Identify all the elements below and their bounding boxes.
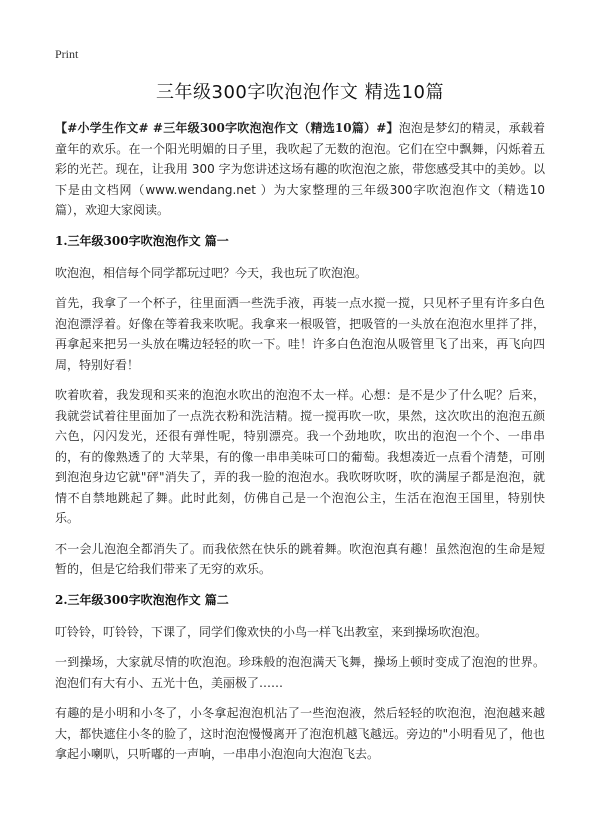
print-label[interactable]: Print <box>55 47 79 61</box>
intro-paragraph <box>55 118 545 221</box>
section-2-paragraph-1: 叮铃铃，叮铃铃，下课了，同学们像欢快的小鸟一样飞出教室，来到操场吹泡泡。 <box>55 624 488 639</box>
section-1-paragraph-1: 吹泡泡，相信每个同学都玩过吧？今天，我也玩了吹泡泡。 <box>55 265 368 280</box>
section-heading-1: 1.三年级300字吹泡泡作文 篇一 <box>55 233 229 248</box>
intro-text: 泡泡是梦幻的精灵，承载着童年的欢乐。在一个阳光明媚的日子里，我吹起了无数的泡泡。它们在空中飘舞，闪烁着五彩的光芒。现在，让我用 300 字为您讲述这场有趣的吹泡泡之旅，带您感受其中的美妙。以下是由文档网（www.wendang.net ）为大家整理的三年级300字吹泡泡作文（精选10篇），欢迎大家阅读。 <box>55 121 545 217</box>
intro-tag-line: 【#小学生作文# #三年级300字吹泡泡作文（精选10篇）#】 <box>55 121 399 135</box>
article-body <box>55 118 545 775</box>
section-1-paragraph-3: 吹着吹着，我发现和买来的泡泡水吹出的泡泡不太一样。心想：是不是少了什么呢？后来，我就尝试着往里面加了一点洗衣粉和洗洁精。搅一搅再吹一吹，果然，这次吹出的泡泡五颜六色，闪闪发光，还很有弹性呢，特别漂亮。我一个劲地吹，吹出的泡泡一个个、一串串的，有的像熟透了的 大苹果，有的像一串串美味可口的葡萄。我想凑近一点看个清楚，可刚到泡泡身边它就"砰"消失了，弄的我一脸的泡泡水。我吹呀吹呀，吹的满屋子都是泡泡，就情不自禁地跳起了舞。此时此刻，仿佛自己是一个泡泡公主，生活在泡泡王国里，特别快乐。 <box>55 388 545 525</box>
section-2-paragraph-2: 一到操场，大家就尽情的吹泡泡。珍珠般的泡泡满天飞舞，操场上顿时变成了泡泡的世界。泡泡们有大有小、五光十色，美丽极了…… <box>55 655 545 690</box>
page-title: 三年级300字吹泡泡作文 精选10篇 <box>156 82 444 103</box>
section-1-paragraph-4: 不一会儿泡泡全都消失了。而我依然在快乐的跳着舞。吹泡泡真有趣！虽然泡泡的生命是短暂的，但是它给我们带来了无穷的欢乐。 <box>55 541 545 576</box>
section-heading-2: 2.三年级300字吹泡泡作文 篇二 <box>55 592 229 607</box>
section-2-paragraph-3: 有趣的是小明和小冬了，小冬拿起泡泡机沾了一些泡泡液，然后轻轻的吹泡泡，泡泡越来越大，都快遮住小冬的脸了，这时泡泡慢慢离开了泡泡机越飞越远。旁边的"小明看见了，他也拿起小喇叭，只听嘟的一声响，一串串小泡泡向大泡泡飞去。 <box>55 706 545 761</box>
section-1-paragraph-2: 首先，我拿了一个杯子，往里面洒一些洗手液，再装一点水搅一搅，只见杯子里有许多白色泡泡漂浮着。好像在等着我来吹呢。我拿来一根吸管，把吸管的一头放在泡泡水里拌了拌，再拿起来把另一头放在嘴边轻轻的吹一下。哇！许多白色泡泡从吸管里飞了出来，再飞向四周，特别好看！ <box>55 296 545 372</box>
